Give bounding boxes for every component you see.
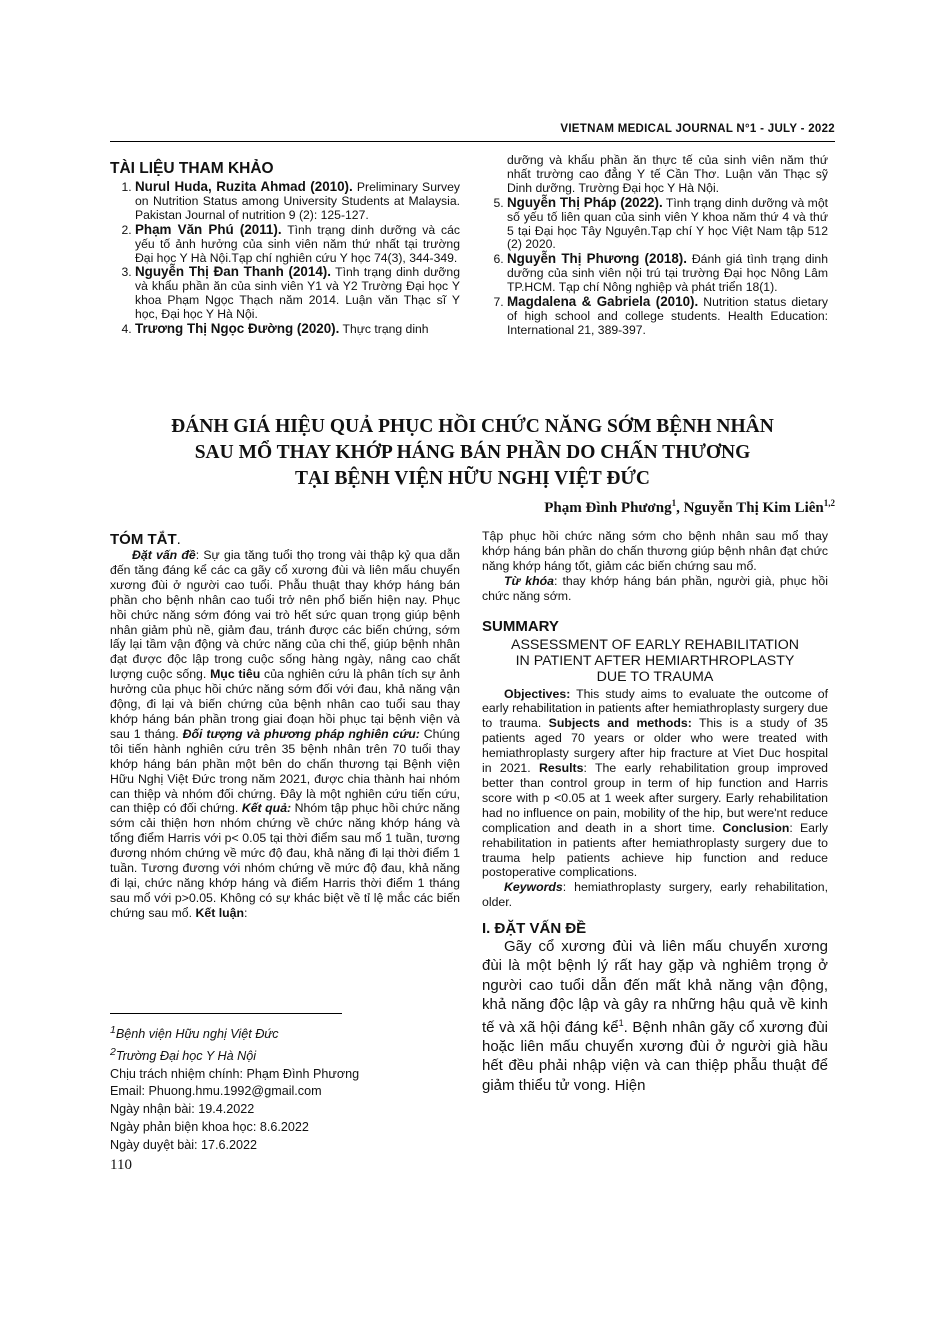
affiliation-1: $^1$Bệnh viện Hữu nghị Việt Đức <box>110 1024 279 1042</box>
intro-paragraph: Gãy cổ xương đùi và liên mấu chuyển xương đùi là một bệnh lý rất hay gặp và nghiêm trọng ở người cao tuổi dẫn đến mất khả năng vận động, khả năng độc lập và gây ra những hậu quả về kinh tế và xã hội đáng kể$^1$. Bệnh nhân gãy cổ xương đùi hoặc liên mấu chuyển xương đùi ở người già hầu hết đều phải nhập viện và can thiệp phẫu thuật để giảm thiểu tử vong. Hiện <box>482 938 829 1094</box>
right-column <box>482 529 828 1095</box>
article-title: ĐÁNH GIÁ HIỆU QUẢ PHỤC HỒI CHỨC NĂNG SỚM BỆNH NHÂN SAU MỔ THAY KHỚP HÁNG BÁN PHẦN DO CHẤN THƯƠNG TẠI BỆNH VIỆN HỮU NGHỊ VIỆT ĐỨC <box>171 416 774 489</box>
reference-continuation: dưỡng và khẩu phần ăn thực tế của sinh viên năm thứ nhất trường cao đẳng Y tế Cần Thơ. Luận văn Thạc sỹ Dinh dưỡng. Trường Đại học Y Hà Nội. <box>507 153 828 195</box>
affiliation-2: $^2$Trường Đại học Y Hà Nội <box>110 1045 257 1064</box>
summary-keywords: Keywords: hemiathroplasty surgery, early rehabilitation, older. <box>482 880 828 910</box>
reference-item: 2. Phạm Văn Phú (2011). Tình trạng dinh dưỡng và các yếu tố ảnh hưởng của sinh viên năm thứ nhất tại trường Đại học Y Hà Nội.Tạp chí nghiên cứu Y học 74(3), 344-349. <box>135 223 460 266</box>
reference-item: 1. Nurul Huda, Ruzita Ahmad (2010). Preliminary Survey on Nutrition Status among University Students at Malaysia. Pakistan Journal of nutrition 9 (2): 125-127. <box>135 180 460 223</box>
reference-item: 7. Magdalena & Gabriela (2010). Nutrition status dietary of high school and college students. Health Education: International 21, 389-397. <box>507 295 828 338</box>
reference-item: 3. Nguyễn Thị Đan Thanh (2014). Tình trạng dinh dưỡng và khẩu phần ăn của sinh viên Y1 và Y2 Trường Đại học Y khoa Phạm Ngọc Thạch năm 2014. Luận văn Thạc sĩ Y học, Đại học Y Hà Nội. <box>135 265 460 322</box>
references-list-right <box>482 196 828 338</box>
summary-subtitle: ASSESSMENT OF EARLY REHABILITATION IN PATIENT AFTER HEMIARTHROPLASTY DUE TO TRAUMA <box>510 636 800 685</box>
references-left <box>110 160 460 337</box>
article-authors: Phạm Đình Phương$^1$, Nguyễn Thị Kim Liên$^{1,2}$ <box>544 498 835 516</box>
abstract-keywords: Từ khóa: thay khớp háng bán phần, người già, phục hồi chức năng sớm. <box>482 573 828 603</box>
reference-item: 5. Nguyễn Thị Pháp (2022). Tình trạng dinh dưỡng và một số yếu tố liên quan của sinh viên Y khoa năm thứ 4 và thứ 5 tại Đại học Tây Nguyên.Tạp chí Y học Việt Nam tập 512 (2) 2020. <box>507 196 828 253</box>
reference-item: 4. Trương Thị Ngọc Đường (2020). Thực trạng dinh <box>135 322 460 337</box>
reference-item: 6. Nguyễn Thị Phương (2018). Đánh giá tình trạng dinh dưỡng của sinh viên nội trú tại trường Đại học Nông Lâm TP.HCM. Tạp chí Nông nghiệp và phát triển 18(1). <box>507 252 828 295</box>
intro-title: I. ĐẶT VẤN ĐỀ <box>482 920 587 938</box>
summary-body: Objectives: This study aims to evaluate the outcome of early rehabilitation in patients after hemiathroplasty surgery due to trauma. Subjects and methods: This is a study of 35 patients aged 70 years or older who were treated with hemiathroplasty surgery after hip fracture at Viet Duc hospital in 2021. Results: The early rehabilitation group improved better than control group in term of hip function and Harris score with p <0.05 at 1 week after surgery. Early rehabilitation had no influence on pain, mobility of the hip, but were'nt reduce complication and death in a short time. Conclusion: Early rehabilitation in patients after hemiathroplasty surgery due to trauma help patients achieve hip function and reduce postoperative complications. <box>482 686 828 880</box>
abstract-body: Đặt vấn đề: Sự gia tăng tuổi thọ trong vài thập kỷ qua dẫn đến tăng đáng kể các ca gãy cổ xương đùi và liên mấu chuyển xương đùi ở người cao tuổi. Phẫu thuật thay khớp háng bán phần cho bệnh nhân cao tuổi trở nên phổ biến hiện nay. Phục hồi chức năng sớm đóng vai trò hết sức quan trọng giúp bệnh nhân giảm phù nề, giảm đau, tránh được các biến chứng, sớm lấy lại tầm vận động và chức năng của chi thể, giúp bệnh nhân đạt được độc lập trong cuộc sống hàng ngày, nâng cao chất lượng cuộc sống. Mục tiêu của nghiên cứu là phân tích sự ảnh hưởng của phục hồi chức năng sớm đối với đau, khả năng vận động, đi lại và biến chứng của bệnh nhân cao tuổi sau thay khớp háng bán phần trong giai đoạn hồi phục tại bệnh viện và sau 1 tháng. Đối tượng và phương pháp nghiên cứu: Chúng tôi tiến hành nghiên cứu trên 35 bệnh nhân trên 70 tuổi thay khớp háng bán phần một bên do chấn thương tại Bệnh viện Hữu Nghị Việt Đức trong năm 2021, được chia thành hai nhóm can thiệp và nhóm đối chứng. Đây là một nghiên cứu tiến cứu, can thiệp có đối chứng. Kết quả: Nhóm tập phục hồi chức năng sớm cải thiện hơn nhóm chứng về chức năng khớp háng và tổng điểm Harris với p< 0.05 tại thời điểm sau mổ 1 tuần, tương đương nhóm chứng về mức độ đau, khả năng đi lại thời điểm 1 tuần. Tương đương với nhóm chứng về mức độ đau, khả năng đi lại, chức năng khớp háng và điểm Harris thời điểm 1 tháng sau mổ với p>0.05. Không có sự khác biệt về tỉ lệ mắc các biến chứng sau mổ. Kết luận: <box>110 548 461 920</box>
abstract-vi <box>110 531 460 921</box>
journal-header: VIETNAM MEDICAL JOURNAL N°1 - JULY - 2022 <box>560 123 835 135</box>
corresponding-author: Chịu trách nhiệm chính: Phạm Đình Phương <box>110 1066 360 1081</box>
date-accepted: Ngày duyệt bài: 17.6.2022 <box>110 1137 258 1152</box>
page-number: 110 <box>110 1157 132 1173</box>
date-reviewed: Ngày phản biện khoa học: 8.6.2022 <box>110 1119 309 1134</box>
header-rule <box>110 141 835 142</box>
date-received: Ngày nhận bài: 19.4.2022 <box>110 1102 255 1117</box>
abstract-title: TÓM TẮT. <box>110 531 181 548</box>
footnote-rule <box>110 1013 342 1014</box>
references-list-left <box>110 180 460 337</box>
references-right <box>482 154 828 338</box>
footnotes <box>110 1022 460 1154</box>
email: Email: Phuong.hmu.1992@gmail.com <box>110 1084 322 1099</box>
summary-title: SUMMARY <box>482 617 559 635</box>
references-title: TÀI LIỆU THAM KHẢO <box>110 160 274 177</box>
abstract-conclusion-cont: Tập phục hồi chức năng sớm cho bệnh nhân sau mổ thay khớp háng bán phần do chấn thương giúp bệnh nhân đạt chức năng khớp háng tốt, giảm các biến chứng sau mổ. <box>482 529 828 573</box>
